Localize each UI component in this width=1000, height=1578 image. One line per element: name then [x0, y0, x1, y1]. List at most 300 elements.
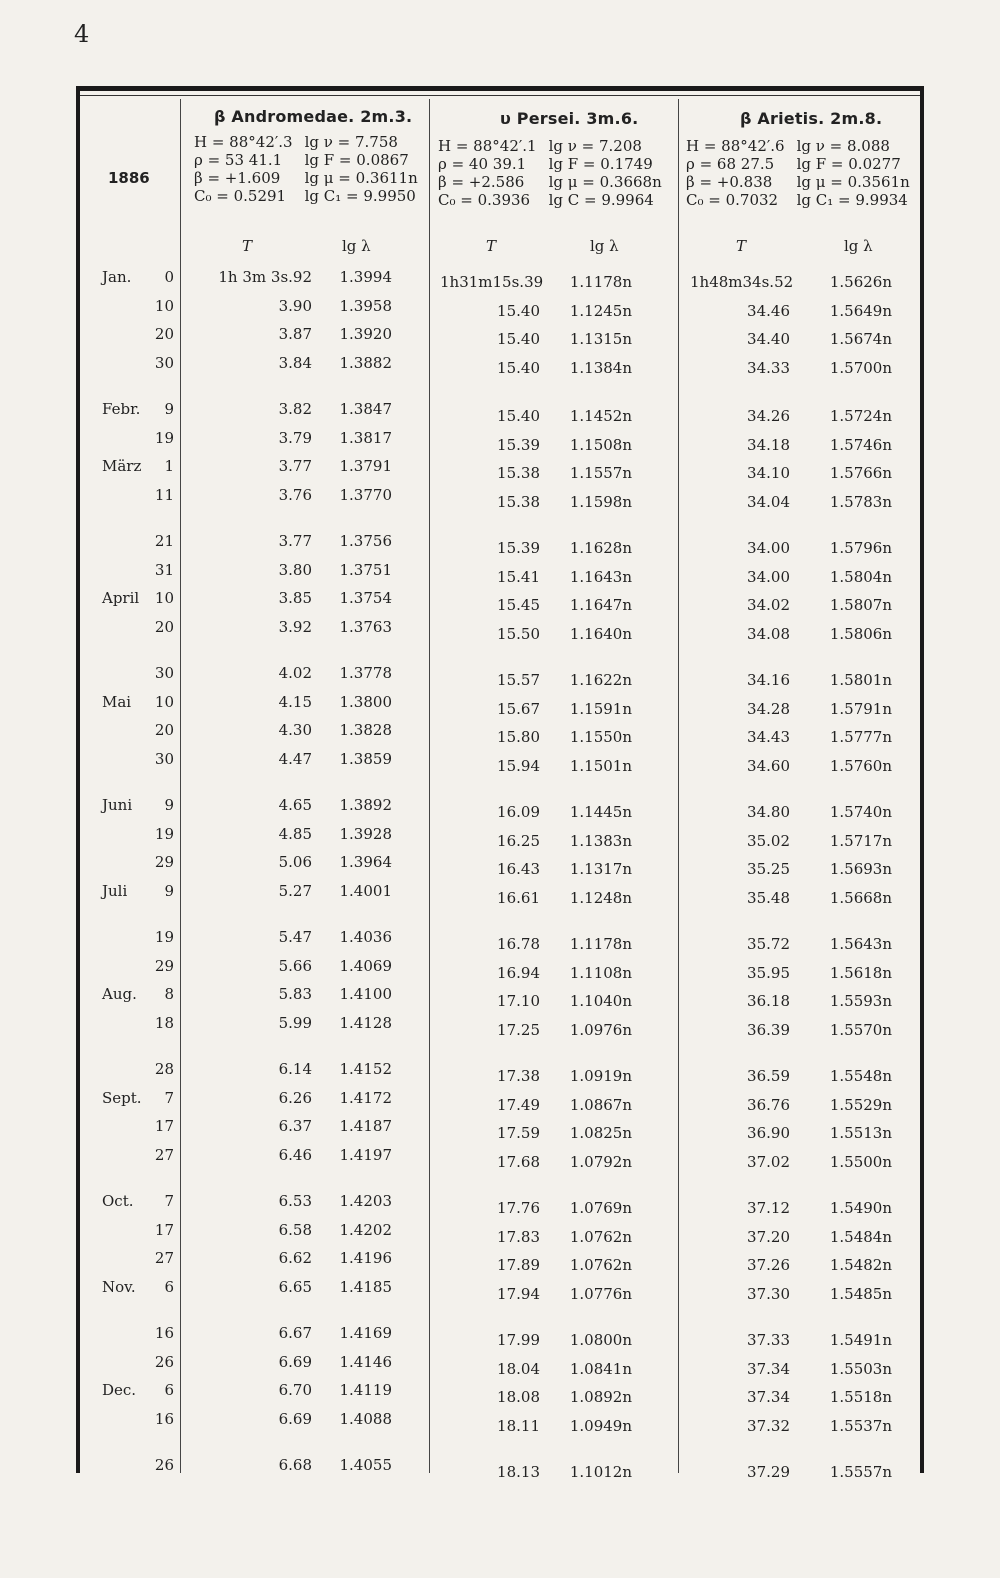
row-day: 17: [154, 1117, 174, 1135]
persei-T: 1h31m15s.39: [440, 273, 544, 291]
row-day: 7: [164, 1088, 174, 1107]
persei-T: 15.40: [497, 358, 540, 377]
persei-T: 18.08: [497, 1388, 540, 1406]
param: C₀ = 0.5291: [194, 187, 287, 205]
andromedae-T: 4.15: [278, 692, 312, 711]
arietis-T: 35.72: [747, 935, 790, 953]
persei-T: 17.68: [497, 1152, 540, 1171]
param: C₀ = 0.7032: [686, 191, 779, 209]
arietis-lg-lambda: 1.5668n: [829, 888, 892, 907]
row-month: Sept.: [102, 1088, 142, 1107]
persei-lg-lambda: 1.1178n: [569, 935, 632, 953]
andromedae-lg-lambda: 1.3770: [339, 485, 392, 504]
arietis-T: 36.90: [747, 1124, 790, 1142]
persei-T: 17.76: [497, 1199, 540, 1217]
persei-lg-lambda: 1.1012n: [569, 1463, 632, 1481]
arietis-lg-lambda: 1.5807n: [829, 596, 892, 614]
arietis-lg-lambda: 1.5570n: [829, 1020, 892, 1039]
row-day: 11: [154, 485, 174, 504]
star-name-beta-arietis: β Arietis. 2m.8.: [740, 109, 883, 128]
column-header-lg-lambda: lg λ: [342, 237, 371, 255]
row-day: 1: [164, 457, 174, 475]
andromedae-T: 3.80: [278, 560, 312, 579]
andromedae-T: 4.85: [278, 824, 312, 843]
param: β = +1.609: [194, 169, 281, 187]
ephemeris-table: [76, 86, 924, 1481]
arietis-T: 37.20: [747, 1227, 790, 1246]
andromedae-T: 5.06: [278, 853, 312, 871]
param: β = +0.838: [686, 173, 773, 191]
arietis-lg-lambda: 1.5717n: [829, 831, 892, 850]
andromedae-lg-lambda: 1.4196: [339, 1249, 392, 1267]
andromedae-lg-lambda: 1.4088: [339, 1409, 392, 1428]
arietis-lg-lambda: 1.5490n: [829, 1199, 892, 1217]
andromedae-T: 6.69: [278, 1409, 312, 1428]
arietis-T: 35.48: [747, 888, 790, 907]
andromedae-lg-lambda: 1.4128: [339, 1013, 392, 1032]
andromedae-T: 6.69: [278, 1352, 312, 1371]
row-day: 31: [154, 560, 174, 579]
arietis-T: 37.33: [747, 1331, 790, 1349]
andromedae-T: 6.14: [278, 1060, 312, 1078]
andromedae-T: 6.46: [278, 1145, 312, 1164]
persei-T: 15.67: [497, 699, 540, 718]
arietis-lg-lambda: 1.5513n: [829, 1124, 892, 1142]
persei-lg-lambda: 1.1245n: [569, 301, 632, 320]
arietis-lg-lambda: 1.5491n: [829, 1331, 892, 1349]
row-day: 8: [164, 985, 174, 1003]
persei-T: 15.41: [497, 567, 540, 586]
persei-T: 16.78: [497, 935, 540, 953]
row-day: 10: [154, 692, 174, 711]
persei-lg-lambda: 1.1643n: [569, 567, 632, 586]
arietis-T: 34.00: [747, 539, 790, 557]
persei-lg-lambda: 1.0976n: [569, 1020, 632, 1039]
andromedae-lg-lambda: 1.4100: [339, 985, 392, 1003]
row-month: Nov.: [102, 1277, 136, 1296]
row-day: 9: [164, 881, 174, 900]
andromedae-lg-lambda: 1.4185: [339, 1277, 392, 1296]
persei-lg-lambda: 1.1647n: [569, 596, 632, 614]
row-month: Juni: [102, 796, 133, 814]
row-day: 6: [164, 1381, 174, 1399]
andromedae-lg-lambda: 1.3778: [339, 664, 392, 682]
andromedae-T: 3.84: [278, 353, 312, 372]
andromedae-lg-lambda: 1.3800: [339, 692, 392, 711]
andromedae-lg-lambda: 1.4069: [339, 956, 392, 975]
persei-T: 15.57: [497, 671, 540, 689]
andromedae-T: 6.67: [278, 1324, 312, 1342]
andromedae-lg-lambda: 1.3964: [339, 853, 392, 871]
andromedae-lg-lambda: 1.3791: [339, 457, 392, 475]
andromedae-lg-lambda: 1.3817: [339, 428, 392, 447]
andromedae-lg-lambda: 1.4146: [339, 1352, 392, 1371]
param: lg ν = 7.758: [304, 133, 398, 151]
row-day: 17: [154, 1220, 174, 1239]
andromedae-lg-lambda: 1.3882: [339, 353, 392, 372]
andromedae-T: 5.27: [278, 881, 312, 900]
param: lg C₁ = 9.9950: [304, 187, 416, 205]
andromedae-lg-lambda: 1.3754: [339, 589, 392, 607]
star-params-beta-andromedae: [194, 133, 418, 205]
arietis-T: 34.28: [747, 699, 790, 718]
persei-T: 18.04: [497, 1359, 540, 1378]
param: ρ = 68 27.5: [686, 155, 775, 173]
row-day: 29: [154, 853, 174, 871]
arietis-T: 37.34: [747, 1359, 790, 1378]
andromedae-T: 5.47: [278, 928, 312, 946]
andromedae-T: 5.99: [278, 1013, 312, 1032]
andromedae-lg-lambda: 1.4036: [339, 928, 392, 946]
row-day: 30: [154, 353, 174, 372]
persei-lg-lambda: 1.0867n: [569, 1095, 632, 1114]
star-params-beta-arietis: [686, 137, 910, 209]
arietis-T: 34.40: [747, 330, 790, 348]
row-month: März: [102, 457, 142, 475]
table-top-rule: [80, 95, 920, 96]
persei-lg-lambda: 1.0762n: [569, 1227, 632, 1246]
andromedae-lg-lambda: 1.4203: [339, 1192, 392, 1210]
row-day: 0: [164, 268, 174, 286]
arietis-lg-lambda: 1.5724n: [829, 407, 892, 425]
andromedae-lg-lambda: 1.3928: [339, 824, 392, 843]
arietis-T: 37.32: [747, 1416, 790, 1435]
andromedae-lg-lambda: 1.3828: [339, 721, 392, 739]
row-day: 16: [154, 1324, 174, 1342]
arietis-lg-lambda: 1.5537n: [829, 1416, 892, 1435]
arietis-T: 34.80: [747, 803, 790, 821]
persei-T: 15.45: [497, 596, 540, 614]
persei-T: 16.61: [497, 888, 540, 907]
persei-lg-lambda: 1.0825n: [569, 1124, 632, 1142]
persei-lg-lambda: 1.0919n: [569, 1067, 632, 1085]
arietis-T: 36.76: [747, 1095, 790, 1114]
andromedae-T: 4.02: [278, 664, 312, 682]
persei-T: 15.40: [497, 330, 540, 348]
arietis-lg-lambda: 1.5796n: [829, 539, 892, 557]
param: H = 88°42′.3: [194, 133, 293, 151]
andromedae-T: 3.77: [278, 532, 312, 550]
arietis-T: 36.18: [747, 992, 790, 1010]
arietis-lg-lambda: 1.5791n: [829, 699, 892, 718]
persei-T: 17.59: [497, 1124, 540, 1142]
row-month: Febr.: [102, 400, 141, 418]
persei-T: 17.49: [497, 1095, 540, 1114]
star-name-beta-andromedae: β Andromedae. 2m.3.: [214, 107, 413, 126]
arietis-lg-lambda: 1.5557n: [829, 1463, 892, 1481]
column-divider: [180, 99, 181, 1473]
andromedae-T: 3.76: [278, 485, 312, 504]
andromedae-T: 3.85: [278, 589, 312, 607]
andromedae-T: 5.83: [278, 985, 312, 1003]
andromedae-T: 6.37: [278, 1117, 312, 1135]
arietis-T: 34.10: [747, 464, 790, 482]
persei-lg-lambda: 1.1383n: [569, 831, 632, 850]
arietis-lg-lambda: 1.5593n: [829, 992, 892, 1010]
persei-T: 16.09: [497, 803, 540, 821]
column-header-T: T: [736, 237, 747, 255]
page-number: 4: [74, 20, 90, 48]
row-month: Mai: [102, 692, 132, 711]
arietis-T: 37.30: [747, 1284, 790, 1303]
persei-T: 17.38: [497, 1067, 540, 1085]
andromedae-lg-lambda: 1.4055: [339, 1456, 392, 1474]
persei-lg-lambda: 1.1591n: [569, 699, 632, 718]
persei-T: 18.11: [497, 1416, 540, 1435]
param: lg C = 9.9964: [548, 191, 654, 209]
persei-lg-lambda: 1.0769n: [569, 1199, 632, 1217]
persei-T: 17.10: [497, 992, 540, 1010]
arietis-lg-lambda: 1.5626n: [829, 273, 892, 291]
arietis-T: 37.34: [747, 1388, 790, 1406]
persei-lg-lambda: 1.1452n: [569, 407, 632, 425]
arietis-lg-lambda: 1.5503n: [829, 1359, 892, 1378]
arietis-lg-lambda: 1.5482n: [829, 1256, 892, 1274]
persei-lg-lambda: 1.1108n: [569, 963, 632, 982]
arietis-T: 1h48m34s.52: [690, 273, 794, 291]
persei-lg-lambda: 1.1550n: [569, 728, 632, 746]
arietis-T: 34.33: [747, 358, 790, 377]
andromedae-T: 4.47: [278, 749, 312, 768]
andromedae-T: 3.77: [278, 457, 312, 475]
arietis-lg-lambda: 1.5649n: [829, 301, 892, 320]
andromedae-T: 6.26: [278, 1088, 312, 1107]
andromedae-T: 1h 3m 3s.92: [218, 268, 312, 286]
persei-lg-lambda: 1.0949n: [569, 1416, 632, 1435]
andromedae-lg-lambda: 1.3751: [339, 560, 392, 579]
arietis-lg-lambda: 1.5806n: [829, 624, 892, 643]
persei-T: 15.80: [497, 728, 540, 746]
andromedae-T: 3.92: [278, 617, 312, 636]
persei-lg-lambda: 1.0892n: [569, 1388, 632, 1406]
andromedae-T: 6.65: [278, 1277, 312, 1296]
persei-T: 18.13: [497, 1463, 540, 1481]
column-divider: [678, 99, 679, 1473]
arietis-lg-lambda: 1.5760n: [829, 756, 892, 775]
arietis-lg-lambda: 1.5618n: [829, 963, 892, 982]
row-day: 16: [154, 1409, 174, 1428]
andromedae-lg-lambda: 1.4001: [339, 881, 392, 900]
arietis-lg-lambda: 1.5500n: [829, 1152, 892, 1171]
persei-lg-lambda: 1.1248n: [569, 888, 632, 907]
row-month: Dec.: [102, 1381, 137, 1399]
row-day: 29: [154, 956, 174, 975]
persei-lg-lambda: 1.1501n: [569, 756, 632, 775]
arietis-lg-lambda: 1.5777n: [829, 728, 892, 746]
arietis-T: 35.25: [747, 860, 790, 878]
andromedae-lg-lambda: 1.4169: [339, 1324, 392, 1342]
row-day: 7: [164, 1192, 174, 1210]
arietis-lg-lambda: 1.5801n: [829, 671, 892, 689]
row-day: 18: [154, 1013, 174, 1032]
row-day: 6: [164, 1277, 174, 1296]
star-params-upsilon-persei: [438, 137, 662, 209]
row-day: 27: [154, 1145, 174, 1164]
persei-lg-lambda: 1.1622n: [569, 671, 632, 689]
andromedae-T: 6.53: [278, 1192, 312, 1210]
arietis-lg-lambda: 1.5484n: [829, 1227, 892, 1246]
andromedae-lg-lambda: 1.4172: [339, 1088, 392, 1107]
column-divider: [429, 99, 430, 1473]
persei-lg-lambda: 1.1598n: [569, 492, 632, 511]
param: lg ν = 7.208: [548, 137, 642, 155]
param: ρ = 53 41.1: [194, 151, 283, 169]
persei-T: 17.89: [497, 1256, 540, 1274]
persei-lg-lambda: 1.1384n: [569, 358, 632, 377]
row-day: 19: [154, 428, 174, 447]
persei-T: 16.94: [497, 963, 540, 982]
arietis-lg-lambda: 1.5693n: [829, 860, 892, 878]
persei-lg-lambda: 1.1508n: [569, 435, 632, 454]
column-header-T: T: [486, 237, 497, 255]
andromedae-T: 3.90: [278, 296, 312, 315]
row-month: April: [102, 589, 140, 607]
persei-lg-lambda: 1.1317n: [569, 860, 632, 878]
arietis-lg-lambda: 1.5674n: [829, 330, 892, 348]
row-day: 27: [154, 1249, 174, 1267]
persei-T: 15.38: [497, 464, 540, 482]
andromedae-lg-lambda: 1.3756: [339, 532, 392, 550]
arietis-T: 37.29: [747, 1463, 790, 1481]
param: H = 88°42′.1: [438, 137, 537, 155]
persei-lg-lambda: 1.1628n: [569, 539, 632, 557]
persei-T: 15.39: [497, 539, 540, 557]
arietis-T: 34.60: [747, 756, 790, 775]
persei-T: 17.94: [497, 1284, 540, 1303]
row-day: 19: [154, 824, 174, 843]
column-header-lg-lambda: lg λ: [844, 237, 873, 255]
persei-lg-lambda: 1.0841n: [569, 1359, 632, 1378]
arietis-lg-lambda: 1.5804n: [829, 567, 892, 586]
row-month: Oct.: [102, 1192, 134, 1210]
persei-lg-lambda: 1.0792n: [569, 1152, 632, 1171]
column-header-lg-lambda: lg λ: [590, 237, 619, 255]
arietis-T: 34.08: [747, 624, 790, 643]
row-day: 19: [154, 928, 174, 946]
arietis-lg-lambda: 1.5529n: [829, 1095, 892, 1114]
row-day: 9: [164, 796, 174, 814]
arietis-T: 34.02: [747, 596, 790, 614]
persei-T: 15.39: [497, 435, 540, 454]
row-month: Jan.: [102, 268, 132, 286]
param: lg ν = 8.088: [796, 137, 890, 155]
andromedae-T: 6.58: [278, 1220, 312, 1239]
row-day: 26: [154, 1352, 174, 1371]
year-label: 1886: [108, 169, 150, 187]
arietis-T: 35.02: [747, 831, 790, 850]
arietis-T: 34.04: [747, 492, 790, 511]
persei-T: 15.94: [497, 756, 540, 775]
arietis-T: 36.59: [747, 1067, 790, 1085]
column-header-T: T: [242, 237, 253, 255]
arietis-T: 34.26: [747, 407, 790, 425]
param: H = 88°42′.6: [686, 137, 785, 155]
param: lg C₁ = 9.9934: [796, 191, 908, 209]
persei-T: 15.40: [497, 301, 540, 320]
param: C₀ = 0.3936: [438, 191, 531, 209]
row-day: 9: [164, 400, 174, 418]
andromedae-lg-lambda: 1.3920: [339, 325, 392, 343]
arietis-lg-lambda: 1.5485n: [829, 1284, 892, 1303]
row-month: Juli: [102, 881, 128, 900]
andromedae-lg-lambda: 1.3958: [339, 296, 392, 315]
arietis-lg-lambda: 1.5643n: [829, 935, 892, 953]
arietis-T: 36.39: [747, 1020, 790, 1039]
row-day: 20: [154, 325, 174, 343]
arietis-T: 37.12: [747, 1199, 790, 1217]
param: lg μ = 0.3561n: [796, 173, 910, 191]
andromedae-T: 3.87: [278, 325, 312, 343]
param: lg μ = 0.3611n: [304, 169, 418, 187]
andromedae-T: 6.70: [278, 1381, 312, 1399]
persei-lg-lambda: 1.1040n: [569, 992, 632, 1010]
andromedae-lg-lambda: 1.4202: [339, 1220, 392, 1239]
row-month: Aug.: [102, 985, 137, 1003]
persei-T: 16.25: [497, 831, 540, 850]
persei-T: 17.25: [497, 1020, 540, 1039]
andromedae-lg-lambda: 1.3892: [339, 796, 392, 814]
andromedae-lg-lambda: 1.3994: [339, 268, 392, 286]
persei-lg-lambda: 1.1640n: [569, 624, 632, 643]
andromedae-T: 6.68: [278, 1456, 312, 1474]
row-day: 26: [154, 1456, 174, 1474]
arietis-T: 35.95: [747, 963, 790, 982]
andromedae-T: 3.82: [278, 400, 312, 418]
persei-T: 17.99: [497, 1331, 540, 1349]
param: lg F = 0.0277: [796, 155, 901, 173]
param: lg μ = 0.3668n: [548, 173, 662, 191]
arietis-T: 37.02: [747, 1152, 790, 1171]
star-name-upsilon-persei: υ Persei. 3m.6.: [500, 109, 639, 128]
persei-lg-lambda: 1.1178n: [569, 273, 632, 291]
persei-lg-lambda: 1.0762n: [569, 1256, 632, 1274]
persei-T: 15.50: [497, 624, 540, 643]
andromedae-T: 3.79: [278, 428, 312, 447]
param: lg F = 0.1749: [548, 155, 653, 173]
arietis-lg-lambda: 1.5700n: [829, 358, 892, 377]
arietis-lg-lambda: 1.5746n: [829, 435, 892, 454]
param: β = +2.586: [438, 173, 525, 191]
arietis-T: 34.46: [747, 301, 790, 320]
row-day: 30: [154, 749, 174, 768]
row-day: 10: [154, 296, 174, 315]
param: lg F = 0.0867: [304, 151, 409, 169]
persei-T: 15.40: [497, 407, 540, 425]
andromedae-lg-lambda: 1.4119: [339, 1381, 392, 1399]
row-day: 20: [154, 617, 174, 636]
arietis-lg-lambda: 1.5548n: [829, 1067, 892, 1085]
persei-lg-lambda: 1.1445n: [569, 803, 632, 821]
arietis-lg-lambda: 1.5783n: [829, 492, 892, 511]
andromedae-lg-lambda: 1.4187: [339, 1117, 392, 1135]
arietis-T: 37.26: [747, 1256, 790, 1274]
persei-lg-lambda: 1.0800n: [569, 1331, 632, 1349]
persei-lg-lambda: 1.0776n: [569, 1284, 632, 1303]
andromedae-T: 6.62: [278, 1249, 312, 1267]
andromedae-T: 5.66: [278, 956, 312, 975]
param: ρ = 40 39.1: [438, 155, 527, 173]
row-day: 10: [154, 589, 174, 607]
andromedae-lg-lambda: 1.4152: [339, 1060, 392, 1078]
row-day: 21: [154, 532, 174, 550]
row-day: 20: [154, 721, 174, 739]
persei-lg-lambda: 1.1557n: [569, 464, 632, 482]
row-day: 28: [154, 1060, 174, 1078]
row-day: 30: [154, 664, 174, 682]
arietis-T: 34.00: [747, 567, 790, 586]
arietis-T: 34.43: [747, 728, 790, 746]
andromedae-lg-lambda: 1.3847: [339, 400, 392, 418]
